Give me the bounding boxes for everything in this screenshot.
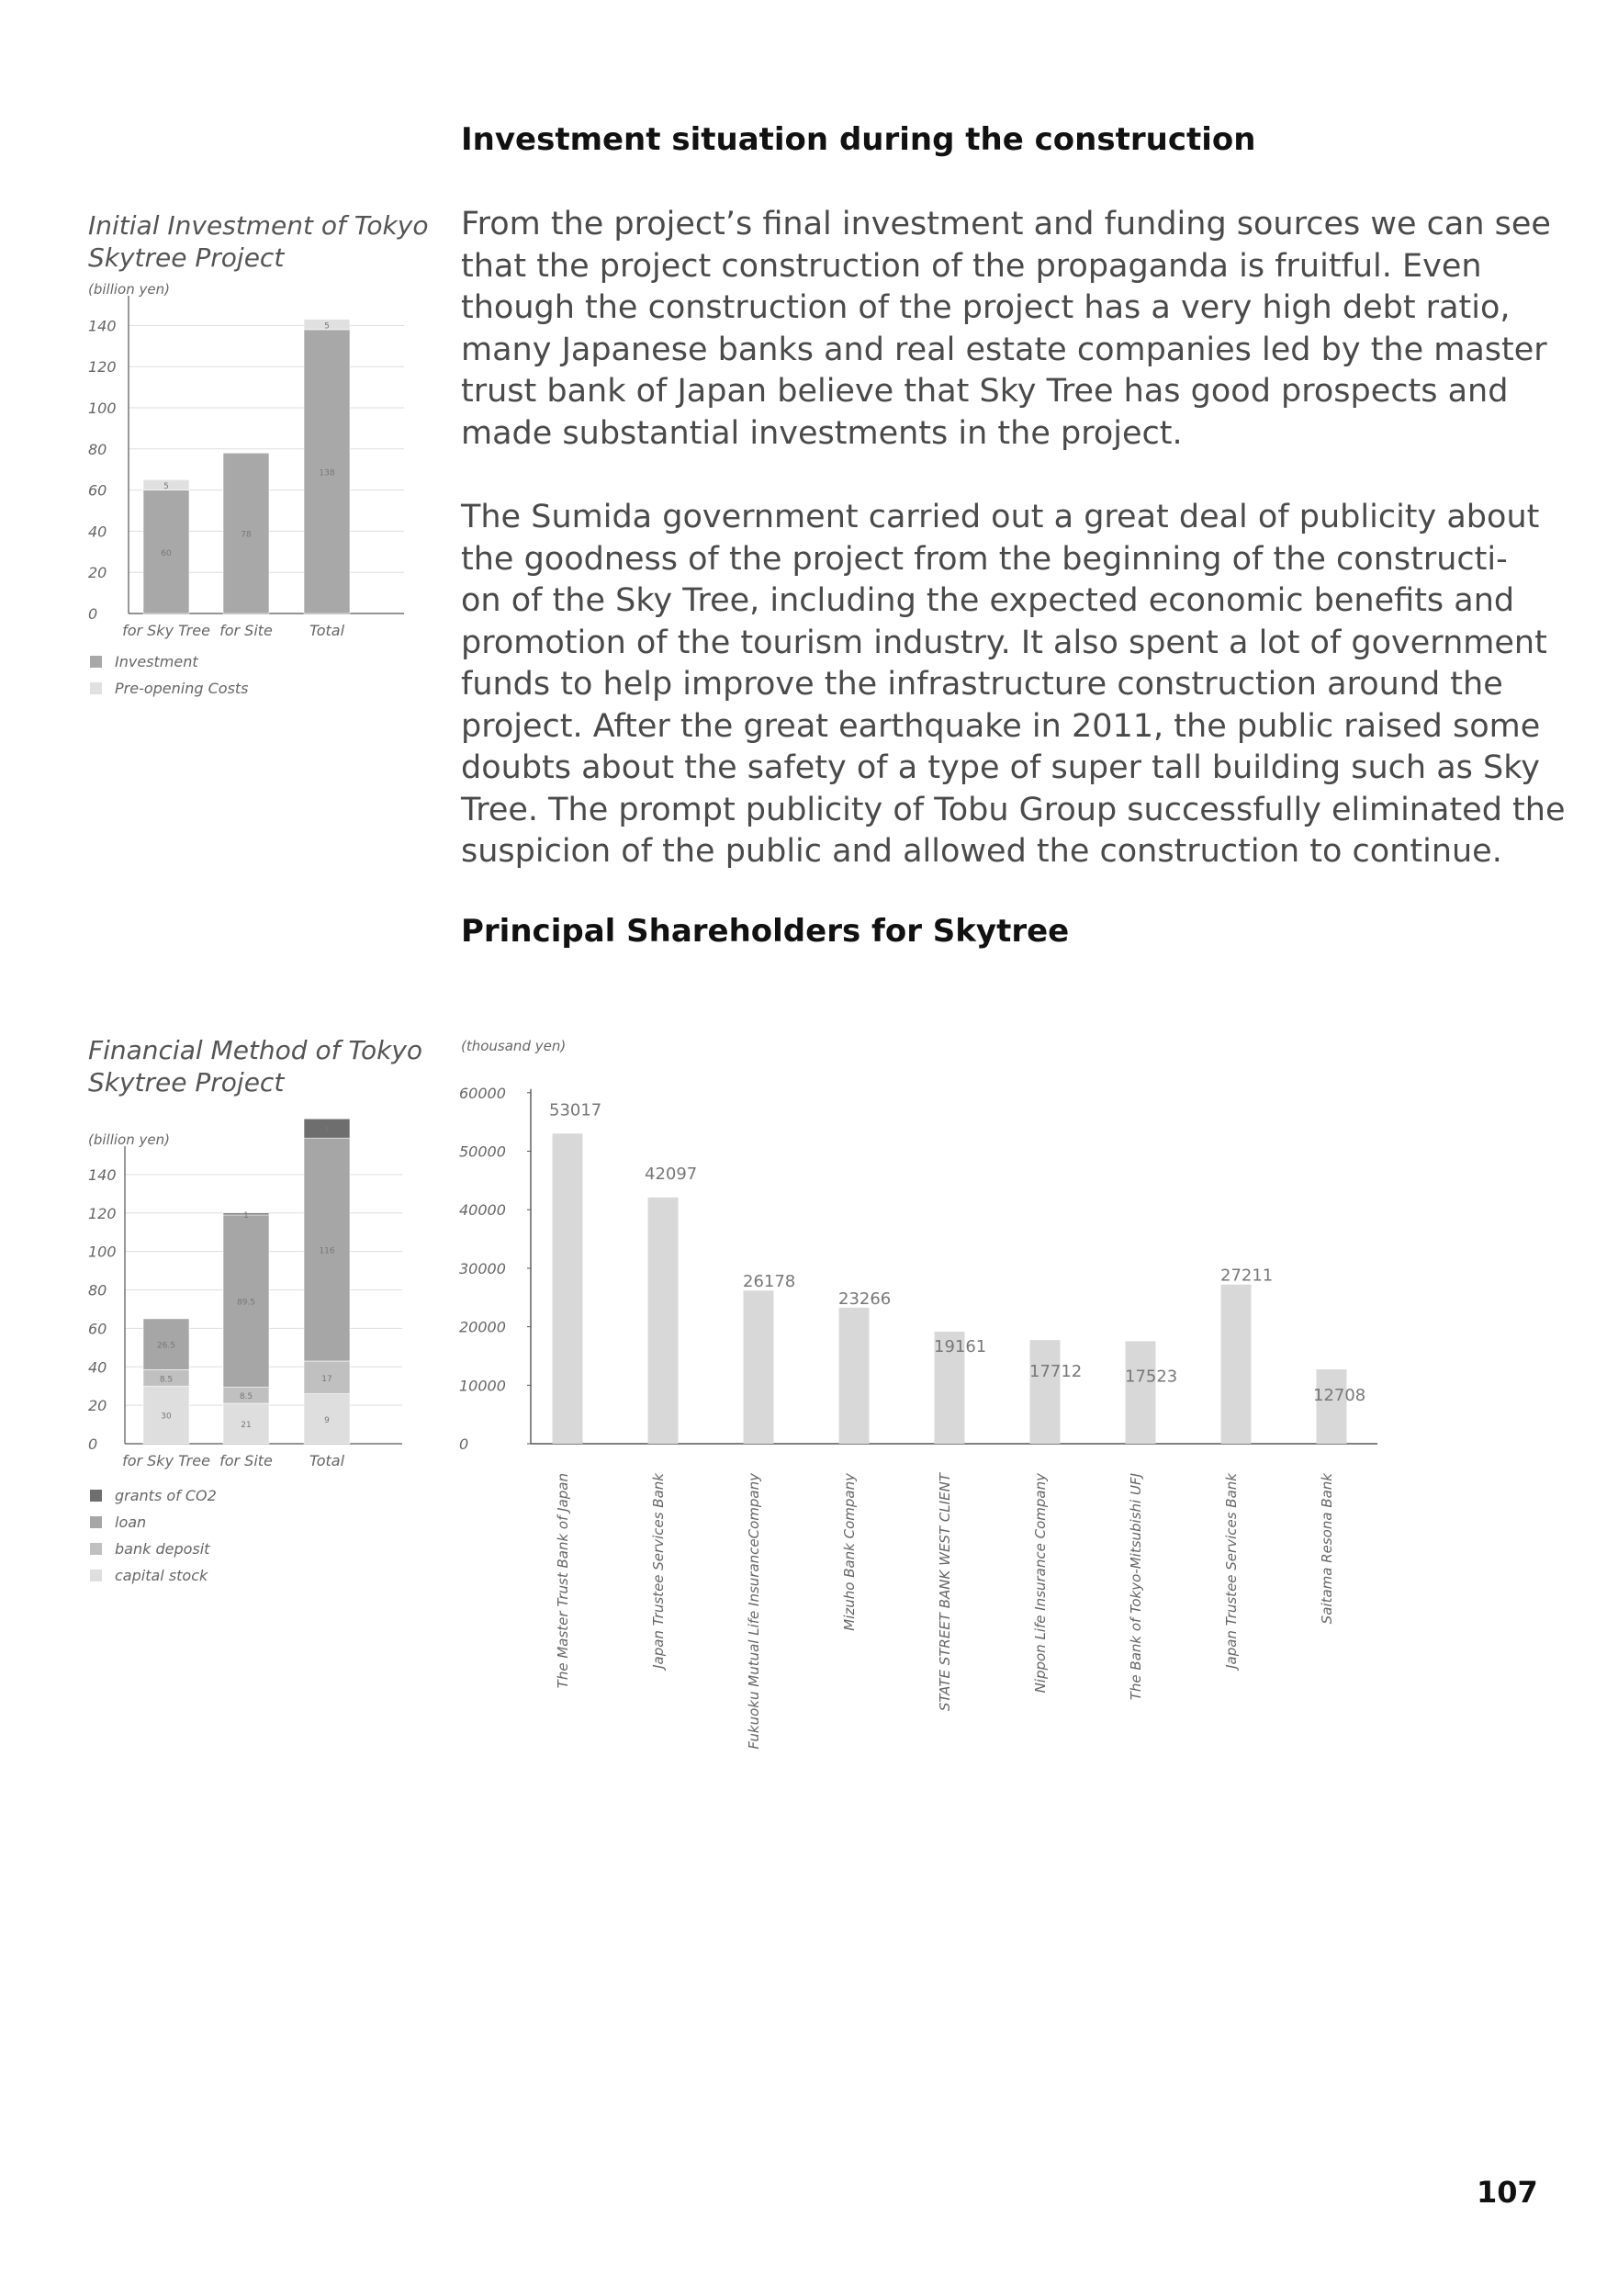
paragraph-line: that the project construction of the propaganda is fruitful. Even (461, 247, 1482, 285)
x-category-label: Japan Trustee Services Bank (1223, 1473, 1240, 1669)
bar-value-label: 17712 (1029, 1362, 1083, 1382)
chart-title-initial-investment (88, 209, 428, 274)
y-tick-label: 100 (88, 1243, 117, 1261)
bar-value-label: 5 (324, 321, 330, 332)
x-category-label: for Site (219, 622, 273, 639)
bar-value-label: 138 (319, 468, 335, 478)
shareholder-bar (839, 1308, 870, 1444)
x-category-label: Saitama Resona Bank (1319, 1473, 1335, 1625)
chart-title-line: Financial Method of Tokyo (88, 1035, 423, 1065)
y-tick-label: 60000 (459, 1084, 506, 1102)
bar-value-label: 8.5 (239, 1392, 253, 1402)
bar-value-label: 8.5 (159, 1375, 174, 1385)
y-tick-label: 20 (88, 564, 107, 582)
y-tick-label: 20000 (459, 1318, 506, 1336)
y-tick-label: 120 (88, 358, 117, 377)
shareholder-bar (1221, 1285, 1252, 1444)
bar-value-label: 30 (161, 1412, 172, 1422)
shareholder-bar (1030, 1340, 1061, 1444)
x-category-label: Mizuho Bank Company (841, 1473, 858, 1631)
x-category-label: Nippon Life Insurance Company (1032, 1473, 1049, 1694)
y-tick-label: 50000 (459, 1142, 506, 1161)
bar-value-label: 1 (324, 1125, 330, 1135)
legend-swatch (90, 682, 102, 694)
paragraph-line: made substantial investments in the project. (461, 414, 1183, 452)
paragraph-line: trust bank of Japan believe that Sky Tree has good prospects and (461, 373, 1509, 410)
y-tick-label: 30000 (459, 1259, 506, 1277)
bar-value-label: 19161 (934, 1336, 987, 1356)
paragraph-line: promotion of the tourism industry. It also spent a lot of government (461, 624, 1547, 661)
legend-swatch (90, 1490, 102, 1502)
shareholder-bar (744, 1290, 774, 1444)
y-unit-label: (billion yen) (88, 281, 170, 298)
bar-value-label: 5 (163, 482, 169, 491)
shareholder-bar (1317, 1369, 1347, 1444)
y-unit-label: (billion yen) (88, 1131, 170, 1148)
y-tick-label: 0 (88, 1435, 98, 1453)
shareholders-chart (455, 1029, 1429, 1763)
chart-title-line: Skytree Project (88, 1067, 285, 1097)
x-category-label: The Bank of Tokyo-Mitsubishi UFJ (1128, 1473, 1144, 1701)
legend-swatch (90, 1570, 102, 1581)
legend-swatch (90, 1516, 102, 1528)
x-category-label: Total (309, 622, 345, 639)
legend-label: bank deposit (115, 1540, 210, 1558)
x-category-label: Fukuoku Mutual Life InsuranceCompany (746, 1473, 762, 1750)
legend-swatch (90, 1543, 102, 1555)
bar-value-label: 89.5 (236, 1298, 256, 1308)
bar-value-label: 78 (241, 530, 252, 540)
initial-investment-chart (83, 276, 450, 698)
shareholder-bar (553, 1133, 583, 1444)
x-category-label: STATE STREET BANK WEST CLIENT (937, 1473, 953, 1712)
x-category-label: Total (309, 1452, 345, 1469)
x-category-label: for Sky Tree (122, 622, 210, 639)
legend-label: capital stock (115, 1567, 208, 1584)
bar-value-label: 60 (161, 548, 172, 558)
y-tick-label: 0 (459, 1435, 469, 1453)
legend-label: Pre-opening Costs (115, 680, 249, 697)
paragraph-investment-sources (461, 204, 1590, 455)
paragraph-publicity (461, 497, 1590, 873)
y-unit-label: (thousand yen) (461, 1038, 567, 1054)
paragraph-line: funds to help improve the infrastructure construction around the (461, 666, 1503, 703)
y-tick-label: 140 (88, 317, 117, 335)
chart-title-financial-method (88, 1034, 422, 1098)
bar-value-label: 1 (243, 1210, 249, 1221)
page-number: 107 (1477, 2175, 1538, 2210)
bar-value-label: 17523 (1125, 1367, 1178, 1387)
y-tick-label: 40000 (459, 1201, 506, 1220)
bar-value-label: 53017 (549, 1100, 602, 1120)
paragraph-line: many Japanese banks and real estate companies led by the master (461, 331, 1547, 368)
bar-value-label: 23266 (838, 1289, 892, 1309)
paragraph-line: though the construction of the project has a very high debt ratio, (461, 289, 1511, 326)
y-tick-label: 40 (88, 1358, 107, 1377)
y-tick-label: 20 (88, 1397, 107, 1415)
bar-value-label: 116 (319, 1246, 335, 1256)
y-tick-label: 80 (88, 1281, 107, 1300)
paragraph-line: suspicion of the public and allowed the construction to continue. (461, 833, 1502, 870)
legend-label: grants of CO2 (115, 1487, 217, 1504)
paragraph-line: on of the Sky Tree, including the expected economic benefits and (461, 582, 1515, 619)
chart-title-line: Initial Investment of Tokyo (88, 210, 429, 241)
x-category-label: Japan Trustee Services Bank (650, 1473, 667, 1669)
paragraph-line: Tree. The prompt publicity of Tobu Group successfully eliminated the (461, 791, 1566, 828)
bar-value-label: 27211 (1220, 1266, 1274, 1286)
bar-value-label: 26.5 (156, 1341, 176, 1351)
x-category-label: for Site (219, 1452, 273, 1469)
section-title-shareholders: Principal Shareholders for Skytree (461, 913, 1070, 950)
y-tick-label: 140 (88, 1165, 117, 1184)
bar-value-label: 26178 (743, 1272, 796, 1292)
bar-value-label: 42097 (645, 1164, 698, 1184)
y-tick-label: 0 (88, 605, 98, 623)
legend-label: Investment (115, 653, 198, 670)
legend-swatch (90, 656, 102, 668)
paragraph-line: The Sumida government carried out a great deal of publicity about (461, 499, 1540, 535)
y-tick-label: 60 (88, 481, 107, 500)
financial-method-chart (83, 1122, 450, 1584)
y-tick-label: 100 (88, 400, 117, 417)
shareholder-bar (648, 1198, 679, 1444)
y-tick-label: 80 (88, 440, 107, 458)
x-category-label: The Master Trust Bank of Japan (555, 1473, 571, 1689)
bar-value-label: 9 (324, 1415, 330, 1425)
shareholder-bar (1126, 1341, 1156, 1444)
paragraph-line: the goodness of the project from the beginning of the constructi- (461, 540, 1508, 578)
paragraph-line: From the project’s final investment and funding sources we can see (461, 206, 1551, 242)
paragraph-line: doubts about the safety of a type of super tall building such as Sky (461, 749, 1540, 786)
chart-title-line: Skytree Project (88, 242, 285, 273)
paragraph-line: project. After the great earthquake in 2011, the public raised some (461, 707, 1541, 745)
y-tick-label: 10000 (459, 1377, 506, 1395)
bar-value-label: 12708 (1313, 1386, 1366, 1406)
x-category-label: for Sky Tree (122, 1452, 210, 1469)
bar-value-label: 21 (241, 1421, 252, 1431)
y-tick-label: 120 (88, 1204, 117, 1222)
y-tick-label: 40 (88, 523, 107, 541)
legend-label: loan (115, 1514, 147, 1531)
section-title-investment: Investment situation during the construction (461, 121, 1256, 158)
bar-value-label: 17 (321, 1374, 332, 1384)
y-tick-label: 60 (88, 1320, 107, 1338)
